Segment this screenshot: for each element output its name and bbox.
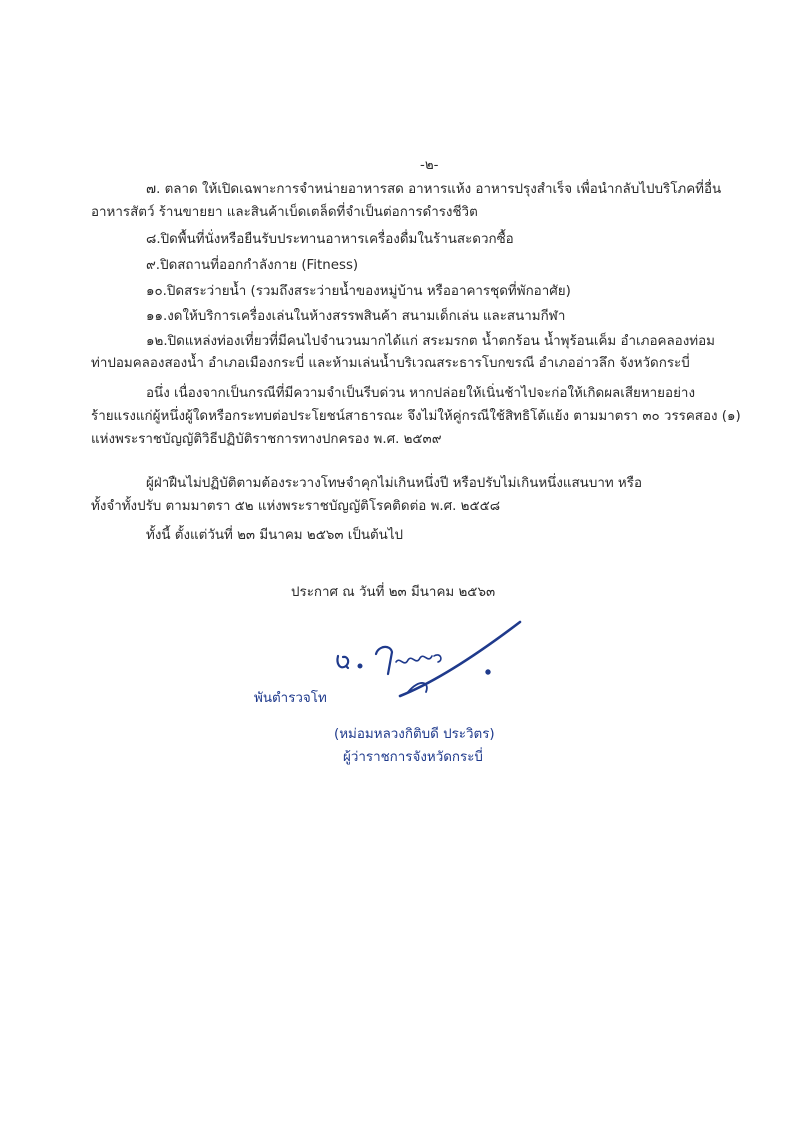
penalty-paragraph-line-2: ทั้งจำทั้งปรับ ตามมาตรา ๕๒ แห่งพระราชบัญญัติโรคติดต่อ พ.ศ. ๒๕๕๘ (91, 499, 501, 514)
list-item-12-line-1: ๑๒.ปิดแหล่งท่องเที่ยวที่มีคนไปจำนวนมากได้แก่ สระมรกต น้ำตกร้อน น้ำพุร้อนเค็ม อำเภอคลองท่อม (146, 334, 715, 349)
penalty-paragraph-line-1: ผู้ฝ่าฝืนไม่ปฏิบัติตามต้องระวางโทษจำคุกไม่เกินหนึ่งปี หรือปรับไม่เกินหนึ่งแสนบาท หรือ (146, 476, 642, 491)
urgency-paragraph-line-2: ร้ายแรงแก่ผู้หนึ่งผู้ใดหรือกระทบต่อประโยชน์สาธารณะ จึงไม่ให้คู่กรณีใช้สิทธิโต้แย้ง ตามมาตรา ๓๐ วรรคสอง (๑) (91, 409, 741, 424)
signatory-name: (หม่อมหลวงกิติบดี ประวิตร) (334, 727, 495, 742)
page-number: -๒- (420, 158, 439, 173)
handwritten-signature (330, 612, 540, 712)
list-item-8: ๘.ปิดพื้นที่นั่งหรือยืนรับประทานอาหารเครื่องดื่มในร้านสะดวกซื้อ (146, 232, 514, 247)
list-item-10: ๑๐.ปิดสระว่ายน้ำ (รวมถึงสระว่ายน้ำของหมู่บ้าน หรืออาคารชุดที่พักอาศัย) (146, 284, 571, 299)
list-item-12-line-2: ท่าปอมคลองสองน้ำ อำเภอเมืองกระบี่ และห้ามเล่นน้ำบริเวณสระธารโบกขรณี อำเภออ่าวลึก จังหวัดกระบี่ (91, 356, 690, 371)
urgency-paragraph-line-3: แห่งพระราชบัญญัติวิธีปฏิบัติราชการทางปกครอง พ.ศ. ๒๕๓๙ (91, 432, 442, 447)
list-item-7-line-1: ๗. ตลาด ให้เปิดเฉพาะการจำหน่ายอาหารสด อาหารแห้ง อาหารปรุงสำเร็จ เพื่อนำกลับไปบริโภคที่อื่น (146, 182, 722, 197)
list-item-9: ๙.ปิดสถานที่ออกกำลังกาย (Fitness) (146, 258, 359, 273)
signatory-position: ผู้ว่าราชการจังหวัดกระบี่ (343, 750, 483, 765)
announcement-date: ประกาศ ณ วันที่ ๒๓ มีนาคม ๒๕๖๓ (291, 585, 496, 600)
signatory-rank: พันตำรวจโท (254, 691, 327, 706)
list-item-7-line-2: อาหารสัตว์ ร้านขายยา และสินค้าเบ็ดเตล็ดที่จำเป็นต่อการดำรงชีวิต (91, 205, 478, 220)
urgency-paragraph-line-1: อนึ่ง เนื่องจากเป็นกรณีที่มีความจำเป็นรีบด่วน หากปล่อยให้เนิ่นช้าไปจะก่อให้เกิดผลเสียหายอย่าง (146, 386, 695, 401)
effective-date: ทั้งนี้ ตั้งแต่วันที่ ๒๓ มีนาคม ๒๕๖๓ เป็นต้นไป (146, 528, 404, 543)
list-item-11: ๑๑.งดให้บริการเครื่องเล่นในห้างสรรพสินค้า สนามเด็กเล่น และสนามกีฬา (146, 309, 566, 324)
